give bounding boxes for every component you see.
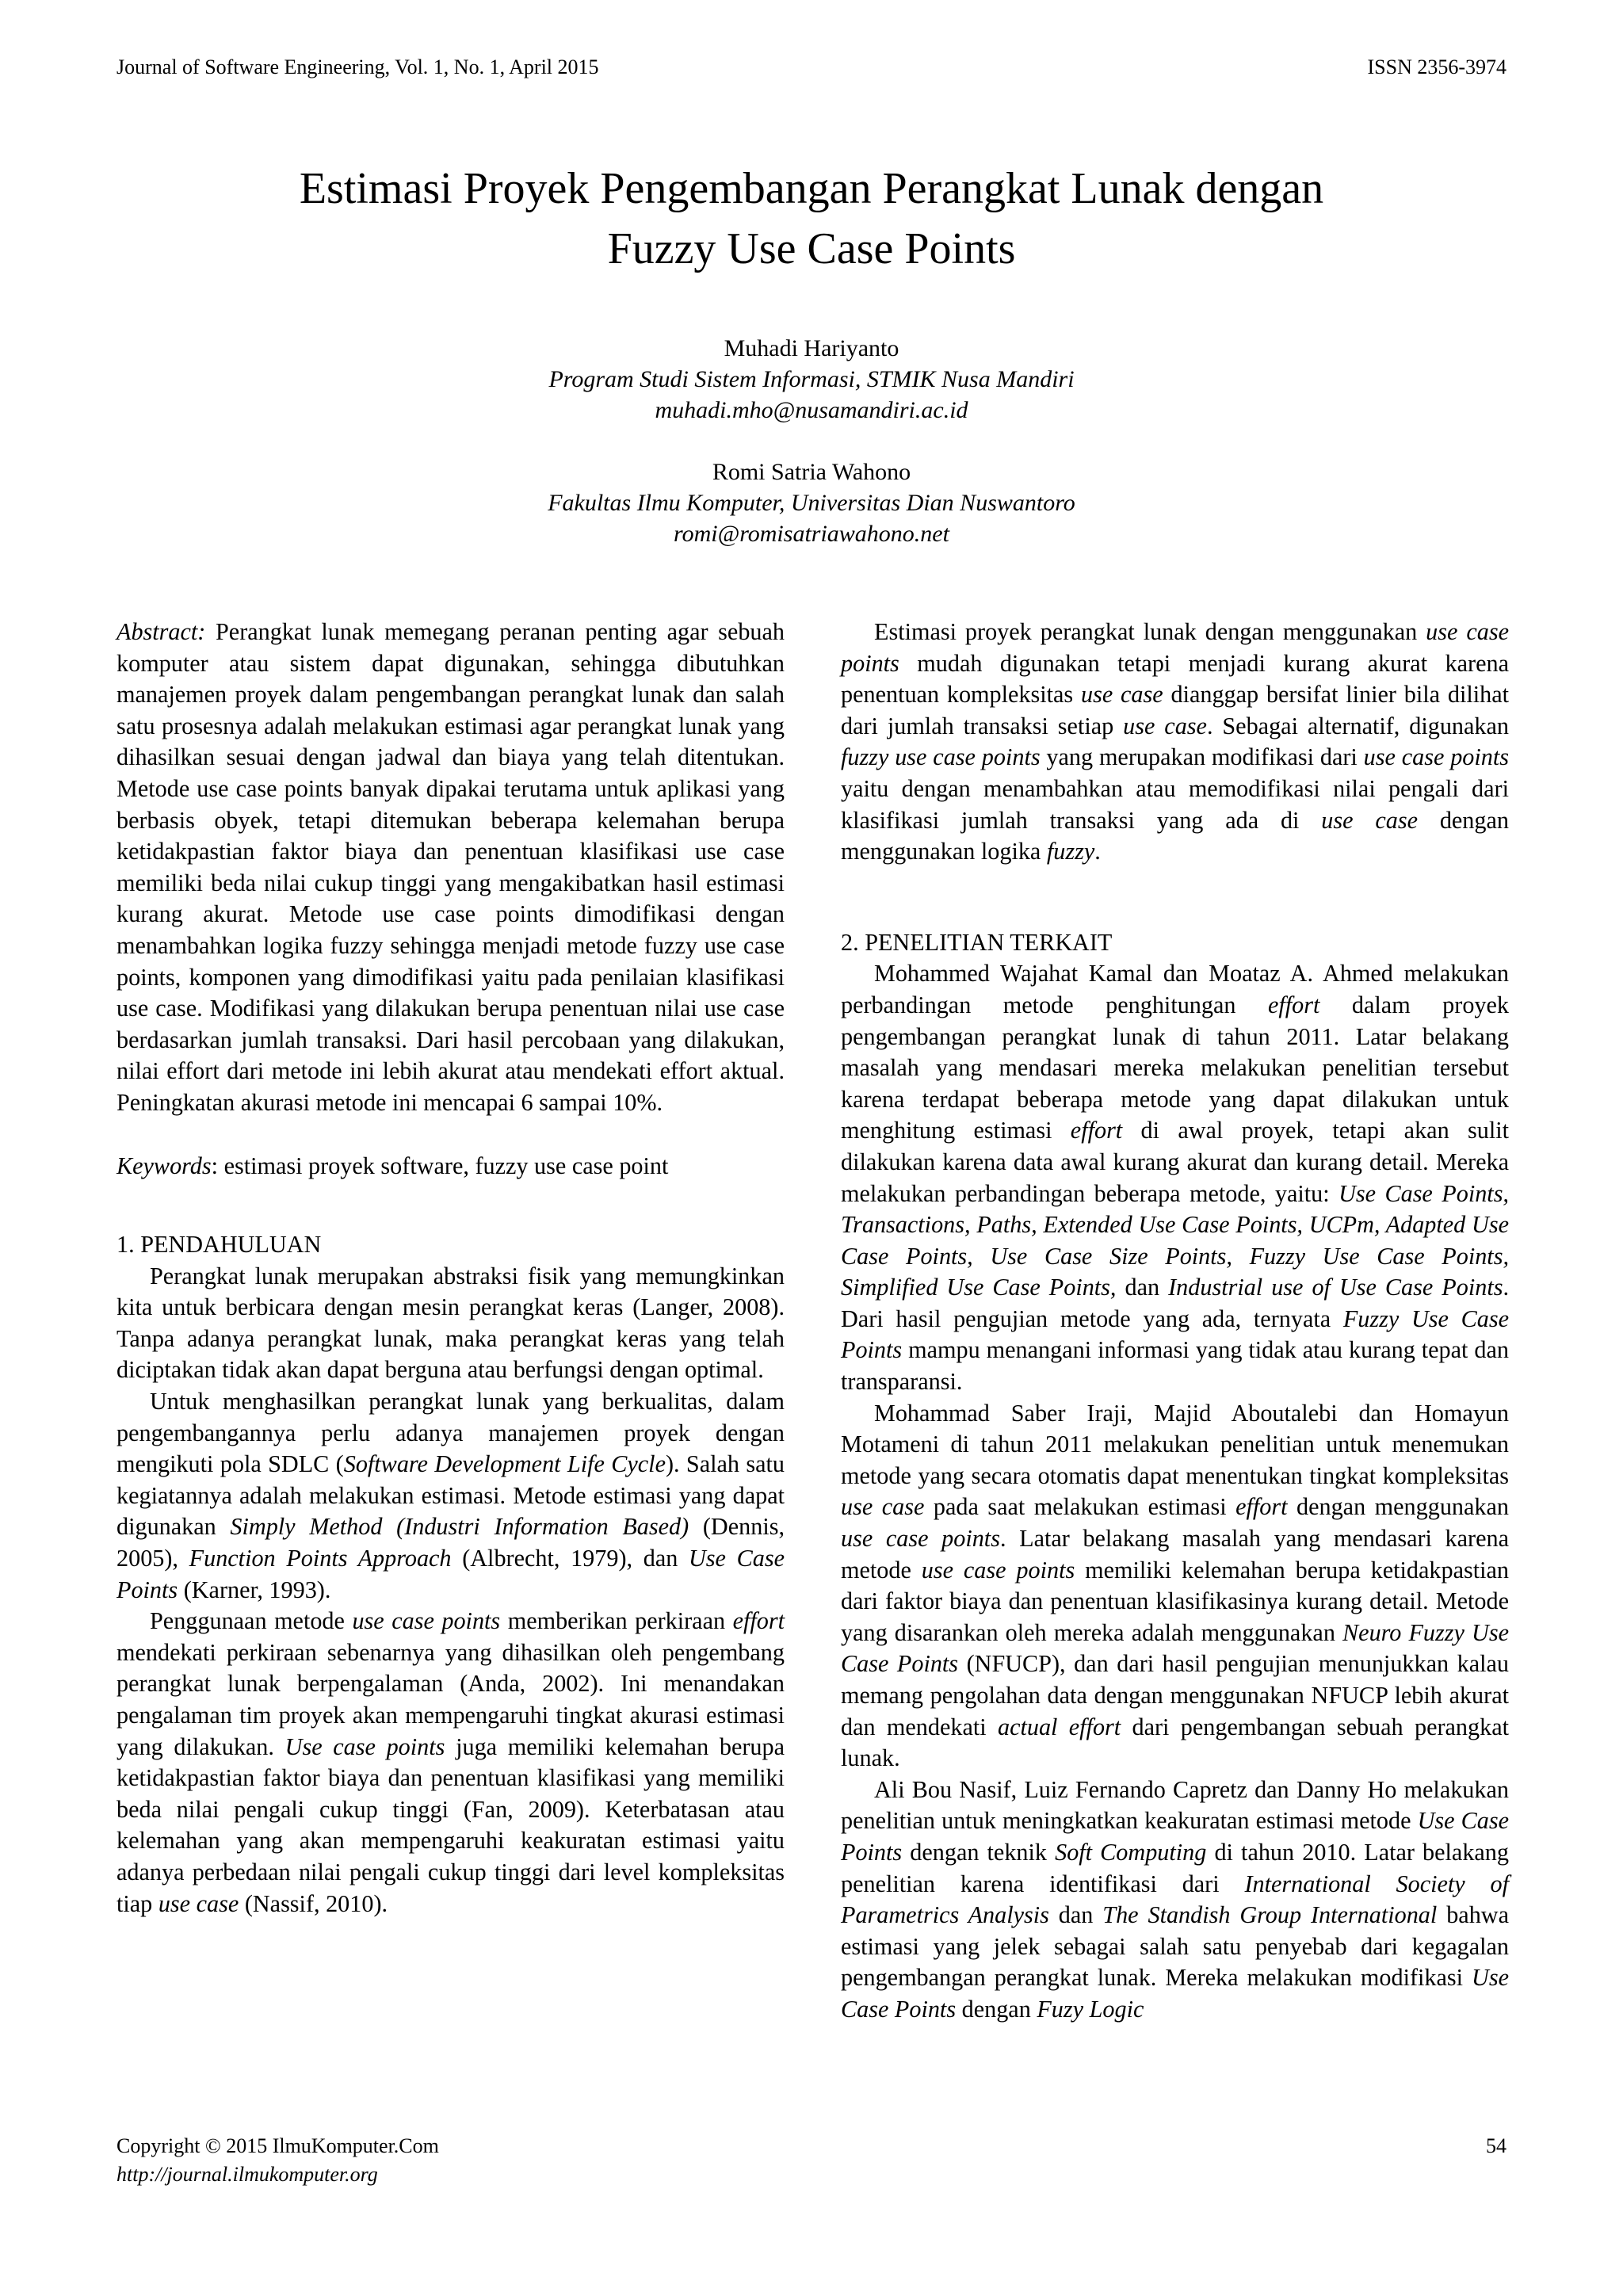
title-line-1: Estimasi Proyek Pengembangan Perangkat Lunak dengan xyxy=(299,164,1324,213)
paragraph: Penggunaan metode use case points memberikan perkiraan effort mendekati perkiraan sebenarnya yang dihasilkan oleh pengembang perangkat lunak berpengalaman (Anda, 2002). Ini menandakan pengalaman tim proyek akan mempengaruhi tingkat akurasi estimasi yang dilakukan. Use case points juga memiliki kelemahan berupa ketidakpastian faktor biaya dan penentuan klasifikasi yang memiliki beda nilai pengali cukup tinggi (Fan, 2009). Keterbatasan atau kelemahan yang akan mempengaruhi keakuratan estimasi yaitu adanya perbedaan nilai pengali cukup tinggi dari level kompleksitas tiap use case (Nassif, 2010). xyxy=(116,1607,785,1917)
author-affiliation: Fakultas Ilmu Komputer, Universitas Dian Nuswantoro xyxy=(548,490,1075,516)
journal-url[interactable]: http://journal.ilmukomputer.org xyxy=(116,2163,378,2186)
paragraph: Mohammed Wajahat Kamal dan Moataz A. Ahmed melakukan perbandingan metode penghitungan effort dalam proyek pengembangan perangkat lunak di tahun 2011. Latar belakang masalah yang mendasari mereka melakukan penelitian tersebut karena terdapat beberapa metode yang dapat dilakukan untuk menghitung estimasi effort di awal proyek, tetapi akan sulit dilakukan karena data awal kurang akurat dan kurang detail. Mereka melakukan perbandingan beberapa metode, yaitu: Use Case Points, Transactions, Paths, Extended Use Case Points, UCPm, Adapted Use Case Points, Use Case Size Points, Fuzzy Use Case Points, Simplified Use Case Points, dan Industrial use of Use Case Points. Dari hasil pengujian metode yang ada, ternyata Fuzzy Use Case Points mampu menangani informasi yang tidak atau kurang tepat dan transparansi. xyxy=(841,960,1510,1396)
running-header xyxy=(116,55,1507,87)
author-list xyxy=(0,333,1623,580)
paragraph: Perangkat lunak merupakan abstraksi fisik yang memungkinkan kita untuk berbicara dengan mesin perangkat keras (Langer, 2008). Tanpa adanya perangkat lunak, maka perangkat keras yang telah diciptakan tidak akan dapat berguna atau berfungsi dengan optimal. xyxy=(116,1262,785,1384)
title-line-2: Fuzzy Use Case Points xyxy=(607,224,1016,273)
author-email: romi@romisatriawahono.net xyxy=(674,521,949,547)
journal-citation: Journal of Software Engineering, Vol. 1, No. 1, April 2015 xyxy=(116,55,599,78)
copyright: Copyright © 2015 IlmuKomputer.Com xyxy=(116,2134,439,2157)
paper-title xyxy=(0,159,1623,279)
page-number: 54 xyxy=(1486,2134,1507,2157)
paragraph: Estimasi proyek perangkat lunak dengan menggunakan use case points mudah digunakan tetapi menjadi kurang akurat karena penentuan kompleksitas use case dianggap bersifat linier bila dilihat dari jumlah transaksi setiap use case. Sebagai alternatif, digunakan fuzzy use case points yang merupakan modifikasi dari use case points yaitu dengan menambahkan atau memodifikasi nilai pengali dari klasifikasi jumlah transaksi yang ada di use case dengan menggunakan logika fuzzy. xyxy=(841,618,1510,865)
footer-left xyxy=(116,2132,439,2189)
paragraph: Untuk menghasilkan perangkat lunak yang berkualitas, dalam pengembangannya perlu adanya manajemen proyek dengan mengikuti pola SDLC (Software Development Life Cycle). Salah satu kegiatannya adalah melakukan estimasi. Metode estimasi yang dapat digunakan Simply Method (Industri Information Based) (Dennis, 2005), Function Points Approach (Albrecht, 1979), dan Use Case Points (Karner, 1993). xyxy=(116,1388,785,1603)
section-heading-2: 2. PENELITIAN TERKAIT xyxy=(841,928,1113,956)
paragraph: Mohammad Saber Iraji, Majid Aboutalebi dan Homayun Motameni di tahun 2011 melakukan penelitian untuk menemukan metode yang secara otomatis dapat menentukan tingkat kompleksitas use case pada saat melakukan estimasi effort dengan menggunakan use case points. Latar belakang masalah yang mendasari karena metode use case points memiliki kelemahan berupa ketidakpastian dari faktor biaya dan penentuan klasifikasinya kurang detail. Metode yang disarankan oleh mereka adalah menggunakan Neuro Fuzzy Use Case Points (NFUCP), dan dari hasil pengujian menunjukkan kalau memang pengolahan data dengan menggunakan NFUCP lebih akurat dan mendekati actual effort dari pengembangan sebuah perangkat lunak. xyxy=(841,1399,1509,1772)
author-name: Romi Satria Wahono xyxy=(712,459,911,485)
issn: ISSN 2356-3974 xyxy=(1367,55,1507,78)
author-2 xyxy=(0,457,1623,549)
author-affiliation: Program Studi Sistem Informasi, STMIK Nusa Mandiri xyxy=(548,366,1075,392)
keywords-label: Keywords xyxy=(116,1152,212,1179)
keywords-text: : estimasi proyek software, fuzzy use case point xyxy=(211,1152,669,1179)
abstract xyxy=(116,617,785,1119)
left-column xyxy=(116,617,785,1920)
abstract-label: Abstract: xyxy=(116,618,206,645)
keywords xyxy=(116,1151,785,1182)
page-footer xyxy=(116,2132,1507,2189)
paragraph: Ali Bou Nasif, Luiz Fernando Capretz dan Danny Ho melakukan penelitian untuk meningkatkan keakuratan estimasi metode Use Case Points dengan teknik Soft Computing di tahun 2010. Latar belakang penelitian karena identifikasi dari International Society of Parametrics Analysis dan The Standish Group International bahwa estimasi yang jelek sebagai salah satu penyebab dari kegagalan pengembangan perangkat lunak. Mereka melakukan modifikasi Use Case Points dengan Fuzy Logic xyxy=(841,1775,1509,2023)
author-1 xyxy=(0,333,1623,426)
author-name: Muhadi Hariyanto xyxy=(724,335,899,361)
author-email: muhadi.mho@nusamandiri.ac.id xyxy=(655,397,968,423)
right-column xyxy=(841,617,1509,2026)
section-heading-1: 1. PENDAHULUAN xyxy=(116,1231,322,1259)
abstract-text: Perangkat lunak memegang peranan penting agar sebuah komputer atau sistem dapat digunakan, sehingga dibutuhkan manajemen proyek dalam pengembangan perangkat lunak dan salah satu prosesnya adalah melakukan estimasi agar perangkat lunak yang dihasilkan sesuai dengan jadwal dan biaya yang telah ditentukan. Metode use case points banyak dipakai terutama untuk aplikasi yang berbasis obyek, tetapi ditemukan beberapa kelemahan berupa ketidakpastian faktor biaya dan penentuan klasifikasi use case memiliki beda nilai cukup tinggi yang mengakibatkan hasil estimasi kurang akurat. Metode use case points dimodifikasi dengan menambahkan logika fuzzy sehingga menjadi metode fuzzy use case points, komponen yang dimodifikasi yaitu pada penilaian klasifikasi use case. Modifikasi yang dilakukan berupa penentuan nilai use case berdasarkan jumlah transaksi. Dari hasil percobaan yang dilakukan, nilai effort dari metode ini lebih akurat atau mendekati effort aktual. Peningkatan akurasi metode ini mencapai 6 sampai 10%. xyxy=(116,618,785,1116)
